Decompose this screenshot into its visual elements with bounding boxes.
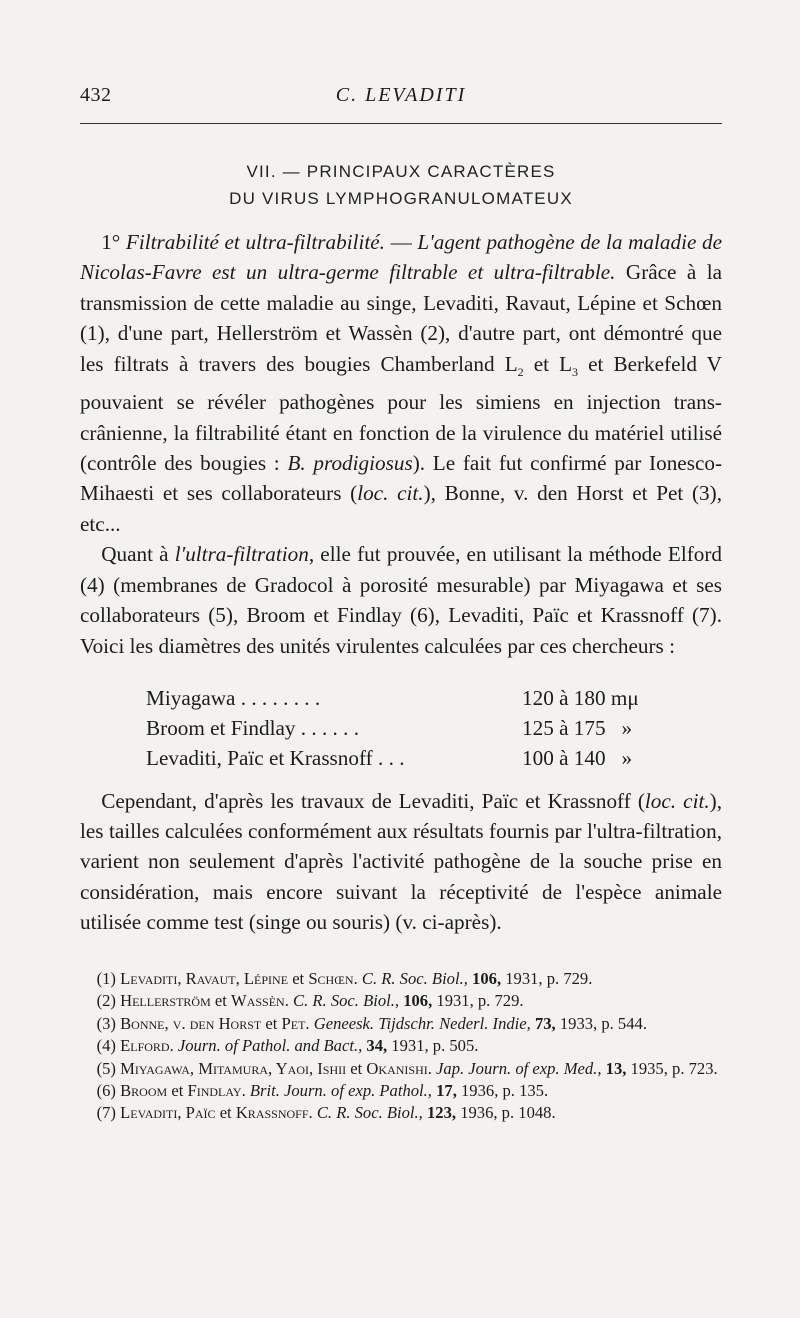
footnote-authors: Schœn. (308, 969, 358, 988)
para-heading: Filtrabilité et ultra-filtrabilité. (125, 230, 385, 254)
footnote-authors: Hellerström (120, 991, 211, 1011)
para-statement: L'agent pathogène de la maladie de Nicolas-Favre est un ultra-germe filtrable et ultra-filtrable. (80, 230, 722, 285)
para-text: Quant à (101, 542, 175, 567)
section-title-line-2: DU VIRUS LYMPHOGRANULOMATEUX (229, 189, 573, 208)
para-text: et Berkefeld V pouvaient se révéler pathogènes pour les simiens en injection trans-crânienne, la filtrabilité étant en fonction de la virulence du matériel utilisé (contrôle des bougies : (80, 351, 722, 476)
footnote (80, 1035, 722, 1057)
paragraph-ultrafiltration (80, 539, 722, 661)
footnote (80, 1013, 722, 1035)
footnote-conj: et (210, 991, 232, 1011)
footnote-journal: Journ. of Pathol. and Bact., (177, 1036, 363, 1056)
table-row (146, 683, 722, 713)
section-title-line-1: VII. — PRINCIPAUX CARACTÈRES (246, 162, 556, 181)
footnote-journal: C. R. Soc. Biol., (361, 969, 468, 988)
footnote-rest: 1936, p. 1048. (456, 1103, 556, 1123)
footnote-rest: 1931, p. 729. (501, 969, 593, 988)
italic-term: l'ultra-filtration (174, 542, 309, 567)
body-text (80, 227, 722, 661)
para-text: Grâce à la transmission de cette maladie au singe, Levaditi, Ravaut, Lépine et Schœn (1), d'une part, Hellerström et Wassèn (2), d'autre part, ont démontré que les filtrats à travers des bougies Chamberland L (80, 260, 723, 376)
footnote-authors: Wassèn. (231, 991, 289, 1011)
footnote (80, 968, 722, 990)
footnote (80, 1080, 722, 1102)
footnote-conj: et (215, 1103, 236, 1123)
footnote-number: (3) (96, 1013, 116, 1033)
footnote-authors: Findlay. (187, 1081, 246, 1101)
footnote-number: (4) (96, 1036, 116, 1056)
researcher-name: Miyagawa . . . . . . . . (146, 686, 321, 710)
para-dash: — (384, 230, 418, 254)
footnote-rest: 1931, p. 729. (432, 991, 524, 1011)
footnote-number: (2) (96, 991, 116, 1011)
footnote-journal: C. R. Soc. Biol., (293, 991, 400, 1011)
subscript: 3 (572, 364, 579, 379)
italic-term: loc. cit. (357, 481, 424, 506)
footnote (80, 1102, 722, 1124)
footnote-conj: et (261, 1013, 282, 1033)
footnote-rest: 1936, p. 135. (456, 1081, 549, 1101)
para-text: et L (523, 351, 573, 376)
diameter-value: 100 à 140 » (522, 746, 633, 771)
italic-term: loc. cit. (644, 789, 710, 813)
footnote-journal: C. R. Soc. Biol., (316, 1103, 423, 1123)
footnote-authors: Levaditi, Païc (120, 1103, 216, 1123)
diameter-value: 125 à 175 » (522, 716, 633, 741)
page-number: 432 (80, 84, 112, 106)
para-text: ). Le fait fut confirmé par Ionesco-Mihaesti et ses collaborateurs ( (80, 451, 723, 506)
footnote-authors: Levaditi, Ravaut, Lépine (120, 969, 289, 988)
paragraph-cependant (80, 786, 722, 937)
footnote-volume: 106, (472, 969, 502, 988)
footnote-number: (6) (96, 1081, 116, 1101)
footnote (80, 990, 722, 1012)
footnote-conj: et (167, 1081, 188, 1101)
footnote-authors: Pet. (281, 1013, 310, 1033)
footnote-journal: Geneesk. Tijdschr. Nederl. Indie, (313, 1013, 531, 1033)
header-rule (80, 123, 722, 124)
para-text: Cependant, d'après les travaux de Levaditi, Païc et Krassnoff ( (101, 789, 645, 813)
footnote-authors: Elford. (120, 1036, 174, 1056)
footnote-authors: Bonne, v. den Horst (120, 1013, 262, 1033)
section-title (80, 158, 722, 212)
diameter-value: 120 à 180 mμ (522, 686, 639, 710)
footnote-authors: Krassnoff. (235, 1103, 313, 1123)
researcher-name: Levaditi, Païc et Krassnoff . . . (146, 746, 405, 771)
footnote-volume: 13, (605, 1058, 627, 1078)
footnote-number: (1) (96, 969, 116, 988)
running-head: C. LEVADITI (335, 84, 467, 106)
footnote-conj: et (288, 969, 309, 988)
footnote-volume: 123, (427, 1103, 457, 1123)
footnote-rest: 1931, p. 505. (387, 1036, 479, 1056)
page-header (80, 84, 722, 114)
footnote-number: (5) (96, 1058, 116, 1078)
italic-term: B. prodigiosus (287, 451, 413, 476)
diameter-table (146, 683, 722, 774)
footnote-authors: Okanishi. (366, 1058, 432, 1078)
footnote-volume: 106, (403, 991, 433, 1011)
footnote-volume: 17, (436, 1081, 457, 1101)
footnote-journal: Brit. Journ. of exp. Pathol., (249, 1081, 432, 1101)
table-row (146, 743, 722, 773)
footnote-volume: 73, (534, 1013, 556, 1033)
para-text: ), les tailles calculées conformément aux résultats fournis par l'ultra-filtration, varient non seulement d'après l'activité pathogène de la souche prise en considération, mais encore suivant la réceptivité de l'espèce animale utilisée comme test (singe ou souris) (v. ci-après). (80, 789, 723, 934)
body-text-continued (80, 786, 722, 937)
footnote (80, 1058, 722, 1080)
footnote-authors: Miyagawa, Mitamura, Yaoi, Ishii (120, 1058, 347, 1078)
footnote-volume: 34, (366, 1036, 388, 1056)
para-text: ), Bonne, v. den Horst et Pet (3), etc... (80, 481, 722, 536)
researcher-name: Broom et Findlay . . . . . . (146, 716, 360, 741)
table-row (146, 713, 722, 743)
para-text: , elle fut prouvée, en utilisant la méthode Elford (4) (membranes de Gradocol à porosité mesurable) par Miyagawa et ses collaborateurs (5), Broom et Findlay (6), Levaditi, Païc et Krassnoff (7). Voici les diamètres des unités virulentes calculées par ces chercheurs : (80, 542, 723, 658)
footnote-rest: 1933, p. 544. (555, 1013, 647, 1033)
subscript: 2 (517, 364, 524, 379)
footnote-authors: Broom (120, 1081, 168, 1101)
para-number: 1° (101, 230, 121, 254)
paragraph-filtrability (80, 227, 722, 539)
footnote-number: (7) (96, 1103, 116, 1123)
footnote-rest: 1935, p. 723. (626, 1058, 718, 1078)
footnotes (80, 968, 722, 1125)
footnote-journal: Jap. Journ. of exp. Med., (436, 1058, 602, 1078)
footnote-conj: et (346, 1058, 367, 1078)
